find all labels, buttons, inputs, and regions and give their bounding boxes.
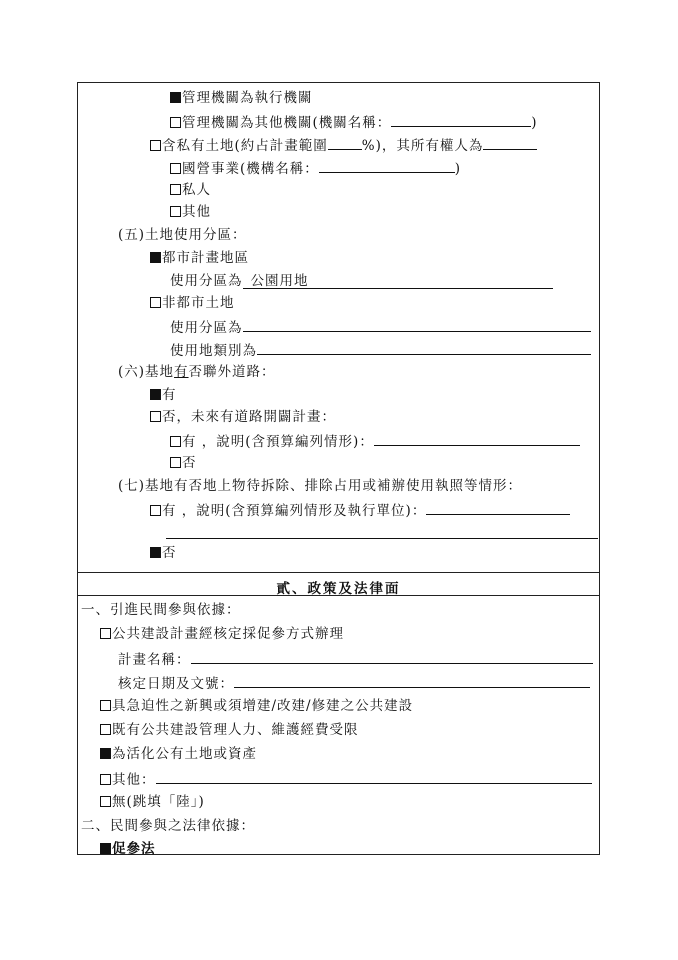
- row-mgmt-other: [170, 112, 538, 132]
- row-plan-name: [118, 649, 593, 669]
- label-road-no: 否，未來有道路開闢計畫：: [162, 409, 336, 425]
- label-non-urban: 非都市土地: [162, 295, 235, 311]
- checkbox-private-land[interactable]: [150, 140, 161, 151]
- checkbox-demolish-yes[interactable]: [150, 505, 161, 516]
- label-state-enterprise-close: ): [454, 161, 462, 177]
- checkbox-existing-limited[interactable]: [100, 724, 111, 735]
- land-category-field[interactable]: [257, 340, 591, 355]
- row-road-no: [150, 408, 336, 426]
- label-urgent-build: 具急迫性之新興或須增建/改建/修建之公共建設: [112, 698, 414, 714]
- label-road-yes: 有: [162, 387, 177, 403]
- label-private-land-b: %)，其所有權人為: [361, 138, 484, 154]
- label-other-basis: 其他：: [112, 772, 156, 788]
- road-title-b: 否聯外道路：: [188, 364, 276, 380]
- label-urban-plan: 都市計畫地區: [162, 250, 249, 266]
- approval-field[interactable]: [234, 673, 590, 688]
- demolition-title: (七)基地有否地上物待拆除、排除占用或補辦使用執照等情形：: [118, 478, 523, 494]
- row-use-zone: [170, 272, 553, 290]
- plan-name-field[interactable]: [191, 649, 593, 664]
- checkbox-state-enterprise[interactable]: [170, 163, 181, 174]
- row-demolish-yes: [150, 500, 570, 520]
- section-heading: 貳、政策及法律面: [276, 581, 401, 597]
- row-urgent-build: [100, 697, 413, 715]
- checkbox-urgent-build[interactable]: [100, 700, 111, 711]
- label-activate-land: 為活化公有土地或資產: [112, 746, 257, 762]
- row-existing-limited: [100, 721, 359, 739]
- row-private-land: [150, 135, 537, 155]
- row-none-basis: [100, 793, 205, 811]
- row-road-yes: [150, 386, 177, 404]
- label-state-enterprise: 國營事業(機構名稱：: [182, 161, 319, 177]
- checkbox-other-owner[interactable]: [170, 206, 181, 217]
- label-mgmt-other-close: ): [531, 115, 538, 131]
- checkbox-promoted-plan[interactable]: [100, 628, 111, 639]
- divider-bottom: [78, 595, 599, 596]
- form-table: [77, 82, 600, 855]
- agency-name-field[interactable]: [391, 112, 531, 127]
- row-demolish-no: [150, 544, 177, 562]
- row-approval: [118, 673, 590, 693]
- label-private-land-a: 含私有土地(約占計畫範圍: [162, 138, 328, 154]
- checkbox-road-plan-no[interactable]: [170, 457, 181, 468]
- label-promotion-act: 促參法: [112, 841, 156, 857]
- non-urban-zone-field[interactable]: [243, 317, 591, 332]
- row-other-owner: [170, 203, 211, 221]
- road-title-underlined: 有: [174, 364, 189, 380]
- zoning-title: (五)土地使用分區：: [118, 227, 247, 243]
- demolish-explain-field[interactable]: [426, 500, 570, 515]
- owner-field[interactable]: [483, 135, 537, 150]
- checkbox-road-plan-yes[interactable]: [170, 436, 181, 447]
- checkbox-private-person[interactable]: [170, 184, 181, 195]
- row-other-basis: [100, 769, 592, 789]
- checkbox-mgmt-executing[interactable]: [170, 92, 181, 103]
- road-plan-field[interactable]: [374, 431, 580, 446]
- checkbox-other-basis[interactable]: [100, 774, 111, 785]
- label-road-plan-yes: 有 ，說明(含預算編列情形)：: [182, 434, 374, 450]
- road-title-a: (六)基地: [118, 364, 175, 380]
- road-access-title: [118, 363, 276, 381]
- checkbox-promotion-act[interactable]: [100, 843, 111, 854]
- row-activate-land: [100, 745, 257, 763]
- label-none-basis: 無(跳填「陸」): [112, 794, 205, 810]
- label-plan-name: 計畫名稱：: [118, 652, 191, 668]
- label-other-owner: 其他: [182, 204, 211, 220]
- label-promoted-plan: 公共建設計畫經核定採促參方式辦理: [112, 626, 344, 642]
- checkbox-mgmt-other[interactable]: [170, 117, 181, 128]
- checkbox-non-urban[interactable]: [150, 297, 161, 308]
- checkbox-road-no[interactable]: [150, 411, 161, 422]
- label-mgmt-other: 管理機關為其他機關(機關名稱：: [182, 115, 392, 131]
- label-demolish-yes: 有 ，說明(含預算編列情形及執行單位)：: [162, 503, 427, 519]
- row-mgmt-executing: [170, 89, 313, 107]
- row-state-enterprise: [170, 158, 461, 178]
- row-promotion-act: [100, 840, 156, 858]
- label-mgmt-executing: 管理機關為執行機關: [182, 90, 313, 106]
- row-non-urban: [150, 294, 235, 312]
- row-private-person: [170, 181, 211, 199]
- row-promoted-plan: [100, 625, 344, 643]
- label-non-urban-zone: 使用分區為: [170, 320, 243, 336]
- demolish-explain-line-2[interactable]: [166, 538, 598, 539]
- row-land-category: [170, 340, 591, 360]
- row-road-plan-yes: [170, 431, 580, 451]
- checkbox-road-yes[interactable]: [150, 389, 161, 400]
- checkbox-urban-plan[interactable]: [150, 252, 161, 263]
- checkbox-activate-land[interactable]: [100, 748, 111, 759]
- label-private-person: 私人: [182, 182, 211, 198]
- divider-top: [78, 572, 599, 573]
- checkbox-demolish-no[interactable]: [150, 547, 161, 558]
- checkbox-none-basis[interactable]: [100, 796, 111, 807]
- row-road-plan-no: [170, 454, 197, 472]
- basis-title: 一、引進民間參與依據：: [81, 602, 241, 618]
- enterprise-name-field[interactable]: [319, 158, 455, 173]
- label-approval: 核定日期及文號：: [118, 676, 234, 692]
- row-non-urban-zone: [170, 317, 591, 337]
- label-demolish-no: 否: [162, 545, 177, 561]
- use-zone-field[interactable]: [243, 274, 553, 289]
- private-land-percent-field[interactable]: [328, 135, 362, 150]
- other-basis-field[interactable]: [156, 769, 592, 784]
- label-existing-limited: 既有公共建設管理人力、維護經費受限: [112, 722, 359, 738]
- law-title: 二、民間參與之法律依據：: [81, 818, 255, 834]
- label-use-zone: 使用分區為: [170, 273, 243, 289]
- row-urban-plan: [150, 249, 249, 267]
- label-land-category: 使用地類別為: [170, 343, 257, 359]
- label-road-plan-no: 否: [182, 455, 197, 471]
- use-zone-value: 公園用地: [250, 273, 309, 289]
